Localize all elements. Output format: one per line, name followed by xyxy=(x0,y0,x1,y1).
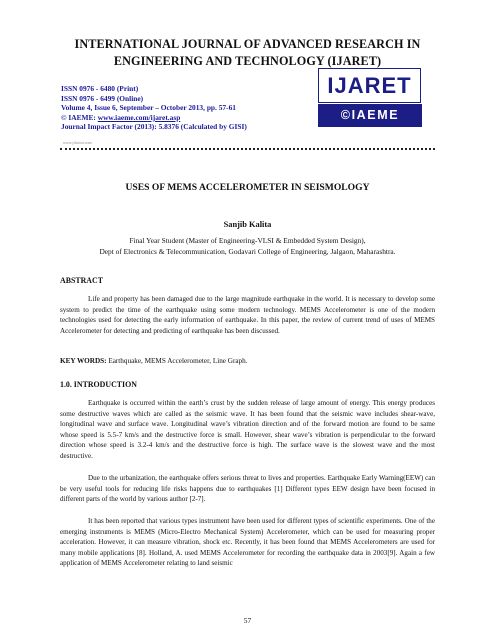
affiliation-line-1: Final Year Student (Master of Engineering-VLSI & Embedded System Design), xyxy=(129,236,366,245)
iaeme-line xyxy=(61,113,321,123)
author-affiliation xyxy=(60,235,435,257)
ijaret-logo: IJARET xyxy=(318,68,421,103)
intro-paragraph-2: Due to the urbanization, the earthquake offers serious threat to lives and properties. Earthquake Early Warning(EEW) can be very useful tools for reducing life risks happens due to earthquakes [1] Different types EEW design have been focused in different parts of the world by various author [2-7]. xyxy=(60,474,435,504)
issn-print: ISSN 0976 - 6480 (Print) xyxy=(61,84,139,93)
issn-online: ISSN 0976 - 6499 (Online) xyxy=(61,93,144,103)
author-name: Sanjib Kalita xyxy=(223,220,272,229)
page-number: 57 xyxy=(243,616,252,625)
introduction-heading: 1.0. INTRODUCTION xyxy=(60,380,137,389)
journal-url-link[interactable]: www.iaeme.com/ijaret.asp xyxy=(97,112,181,122)
iaeme-prefix: © IAEME: xyxy=(61,112,98,122)
paper-title: USES OF MEMS ACCELEROMETER IN SEISMOLOGY xyxy=(125,182,370,193)
intro-paragraph-1: Earthquake is occurred within the earth’s crust by the sudden release of large amount of energy. This energy produces some destructive waves which are called as the seismic wave. It has been found that the seismic wave includes shear-wave, longitudinal wave and surface wave. Longitudinal wave’s vibration direction and of the forward motion are found to be same whose speed is 5.5-7 km/s and the destructive force is small. However, shear wave’s vibration is perpendicular to the forward direction whose speed is 3.2-4 km/s and the destructive force is high. The surface wave is the slowest wave and the most destructive. xyxy=(60,399,435,460)
header-divider xyxy=(60,148,435,150)
affiliation-line-2: Dept of Electronics & Telecommunication, Godavari College of Engineering, Jalgaon, Maharashtra. xyxy=(99,247,396,256)
keywords-label: KEY WORDS: xyxy=(60,357,107,365)
iaeme-logo: ©IAEME xyxy=(318,104,422,127)
intro-paragraph-3: It has been reported that various types instrument have been used for different types of scientific experiments. One of the emerging instruments is MEMS (Micro-Electro Mechanical System) Accelerometer, which can be used for measuring proper acceleration. However, it can measure vibration, shock etc. Recently, it has been found that MEMS Accelerometers are used for many mobile applications [8]. Holland, A. used MEMS Accelerometer for recording the earthquake data in 2003[9]. Again a few application of MEMS Accelerometer relating to land seismic xyxy=(60,517,435,568)
journal-title: INTERNATIONAL JOURNAL OF ADVANCED RESEARCH IN ENGINEERING AND TECHNOLOGY (IJARET) xyxy=(74,37,421,68)
abstract-heading: ABSTRACT xyxy=(60,276,103,285)
volume-info: Volume 4, Issue 6, September – October 2013, pp. 57-61 xyxy=(61,103,236,113)
abstract-text: Life and property has been damaged due to the large magnitude earthquake in the world. It is necessary to develop some system to predict the time of the earthquake using some modern technology. MEMS Accelerometer is one of the modern technologies used for detecting the early information of earthquake. In this paper, the review of current trend of uses of MEMS Accelerometer for detecting and predicting of earthquake has been discussed. xyxy=(60,295,435,335)
ruler-mark: www.jifactor.com xyxy=(63,140,92,145)
keywords-line xyxy=(60,357,435,365)
impact-factor: Journal Impact Factor (2013): 5.8376 (Calculated by GISI) xyxy=(61,122,247,132)
journal-meta xyxy=(61,84,321,132)
keywords-list: Earthquake, MEMS Accelerometer, Line Graph. xyxy=(106,357,248,365)
